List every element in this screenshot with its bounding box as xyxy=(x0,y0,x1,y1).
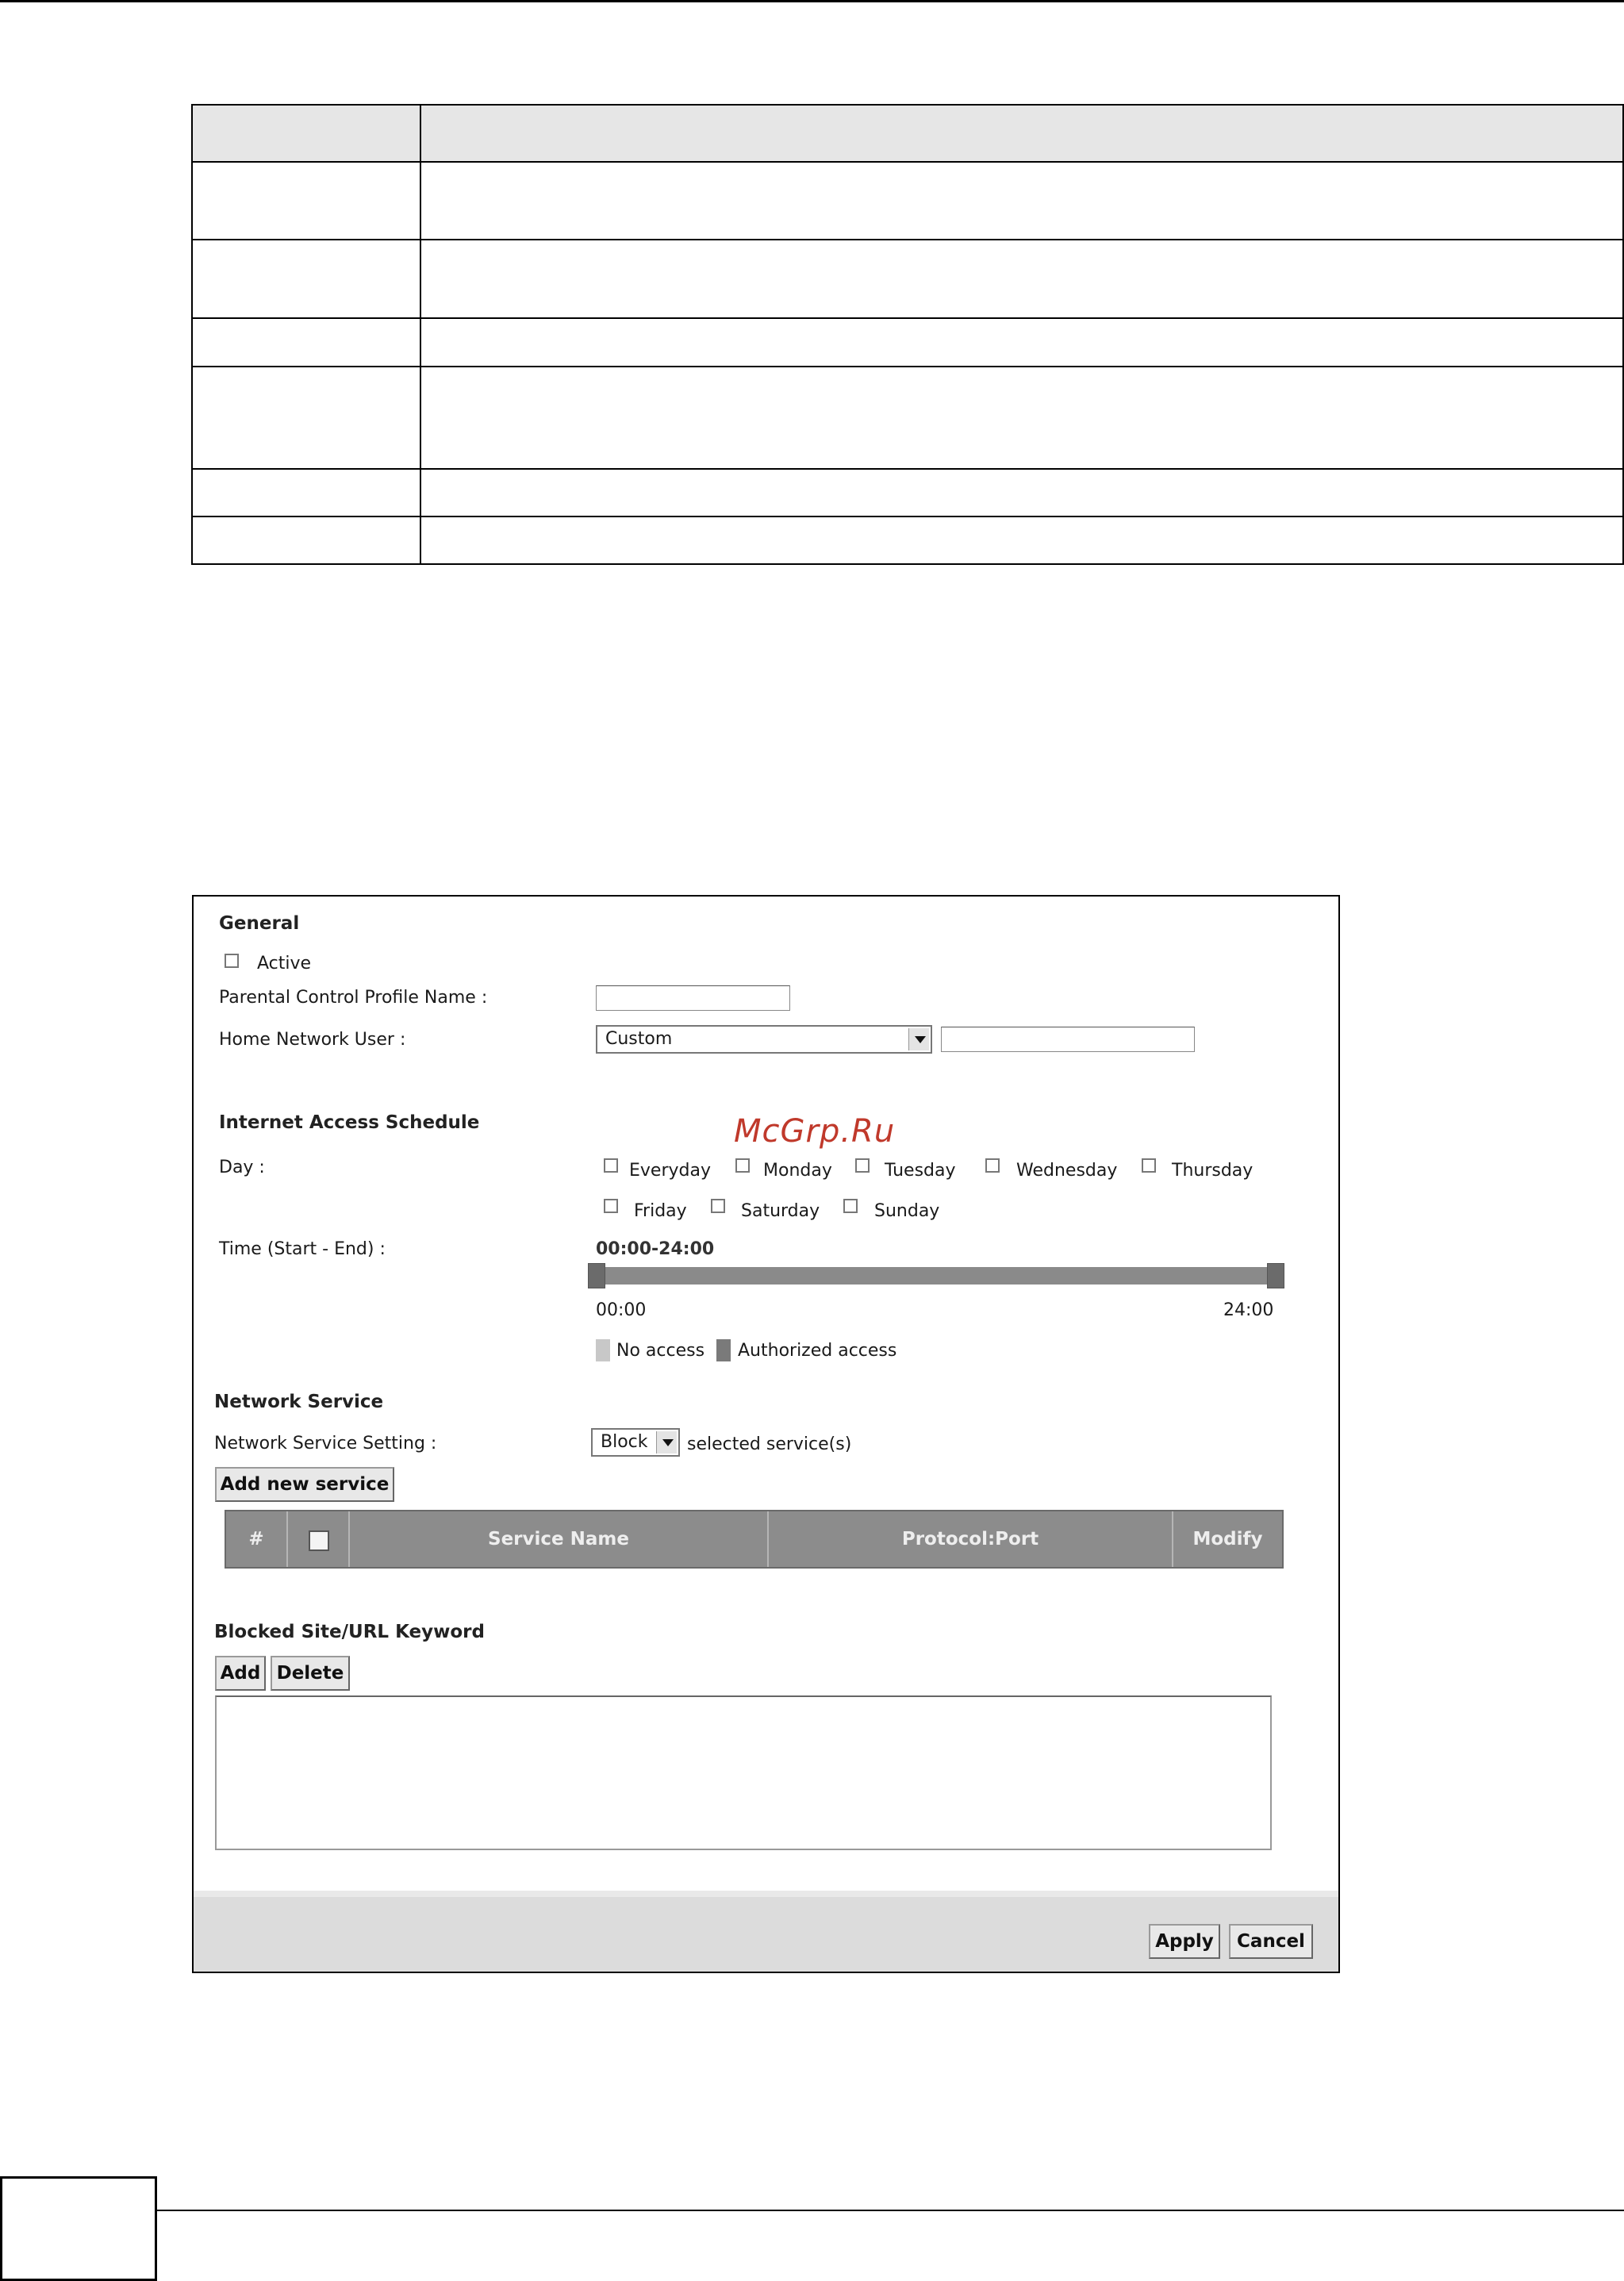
day-label-everyday: Everyday xyxy=(629,1161,711,1181)
day-checkbox-friday[interactable] xyxy=(604,1199,618,1213)
cancel-button[interactable]: Cancel xyxy=(1229,1924,1313,1959)
no-access-label: No access xyxy=(616,1341,705,1361)
day-label-sunday: Sunday xyxy=(874,1201,940,1221)
chevron-down-icon xyxy=(656,1431,677,1453)
schedule-section-title: Internet Access Schedule xyxy=(219,1112,480,1133)
day-checkbox-saturday[interactable] xyxy=(711,1199,725,1213)
table-row xyxy=(192,469,1623,516)
col-header-protocol-port: Protocol:Port xyxy=(769,1511,1173,1567)
col-header-select-all xyxy=(288,1511,350,1567)
day-checkbox-tuesday[interactable] xyxy=(855,1158,870,1173)
col-header-modify: Modify xyxy=(1192,1529,1263,1549)
page-number-box xyxy=(0,2176,157,2281)
blocked-url-title: Blocked Site/URL Keyword xyxy=(214,1622,485,1642)
watermark-logo: McGrp.Ru xyxy=(734,1113,896,1150)
service-table-header xyxy=(225,1510,1284,1569)
col-header-service-name: Service Name xyxy=(350,1511,769,1567)
network-service-setting-suffix: selected service(s) xyxy=(687,1434,852,1454)
chevron-down-icon xyxy=(908,1028,929,1050)
general-section-title: General xyxy=(219,913,300,934)
add-new-service-button[interactable]: Add new service xyxy=(215,1467,394,1502)
active-label: Active xyxy=(257,954,312,973)
home-network-user-value: Custom xyxy=(605,1029,673,1049)
table-row xyxy=(192,516,1623,564)
table-row xyxy=(192,318,1623,367)
day-checkbox-monday[interactable] xyxy=(735,1158,750,1173)
day-label-saturday: Saturday xyxy=(741,1201,820,1221)
description-table xyxy=(191,104,1624,565)
select-all-checkbox[interactable] xyxy=(309,1530,329,1551)
table-header-row xyxy=(192,105,1623,162)
home-network-user-label: Home Network User : xyxy=(219,1030,406,1050)
day-checkbox-wednesday[interactable] xyxy=(985,1158,1000,1173)
form-footer-bar xyxy=(194,1891,1338,1972)
table-row xyxy=(192,162,1623,240)
day-label-thursday: Thursday xyxy=(1172,1161,1254,1181)
network-service-setting-select[interactable] xyxy=(591,1428,680,1457)
no-access-swatch xyxy=(596,1339,610,1361)
time-start-label: 00:00 xyxy=(596,1300,647,1320)
time-slider-end-handle[interactable] xyxy=(1267,1263,1284,1288)
profile-name-input[interactable] xyxy=(596,985,790,1011)
apply-button[interactable]: Apply xyxy=(1149,1924,1220,1959)
time-end-label: 24:00 xyxy=(1223,1300,1274,1320)
col-header-number: # xyxy=(226,1511,288,1567)
day-label-friday: Friday xyxy=(634,1201,687,1221)
network-service-title: Network Service xyxy=(214,1392,384,1412)
parental-control-screenshot xyxy=(192,895,1340,1973)
network-service-setting-label: Network Service Setting : xyxy=(214,1434,437,1453)
day-label-monday: Monday xyxy=(763,1161,832,1181)
home-network-user-input[interactable] xyxy=(941,1027,1195,1052)
top-rule xyxy=(0,0,1624,2)
day-label-tuesday: Tuesday xyxy=(885,1161,956,1181)
active-checkbox[interactable] xyxy=(225,954,239,968)
table-row xyxy=(192,240,1623,318)
time-slider-start-handle[interactable] xyxy=(588,1263,605,1288)
day-label: Day : xyxy=(219,1158,265,1177)
day-label-wednesday: Wednesday xyxy=(1016,1161,1118,1181)
footer-rule xyxy=(155,2210,1624,2211)
time-label: Time (Start - End) : xyxy=(219,1239,386,1259)
profile-name-label: Parental Control Profile Name : xyxy=(219,988,488,1008)
delete-keyword-button[interactable]: Delete xyxy=(271,1656,350,1691)
authorized-access-label: Authorized access xyxy=(738,1341,897,1361)
day-checkbox-sunday[interactable] xyxy=(843,1199,858,1213)
authorized-access-swatch xyxy=(716,1339,731,1361)
table-row xyxy=(192,367,1623,469)
time-slider-track[interactable] xyxy=(596,1267,1277,1285)
day-checkbox-everyday[interactable] xyxy=(604,1158,618,1173)
add-keyword-button[interactable]: Add xyxy=(215,1656,266,1691)
blocked-keyword-list[interactable] xyxy=(215,1695,1272,1850)
home-network-user-select[interactable] xyxy=(596,1025,932,1054)
time-range-value: 00:00-24:00 xyxy=(596,1239,715,1259)
network-service-setting-value: Block xyxy=(601,1432,648,1452)
day-checkbox-thursday[interactable] xyxy=(1142,1158,1156,1173)
